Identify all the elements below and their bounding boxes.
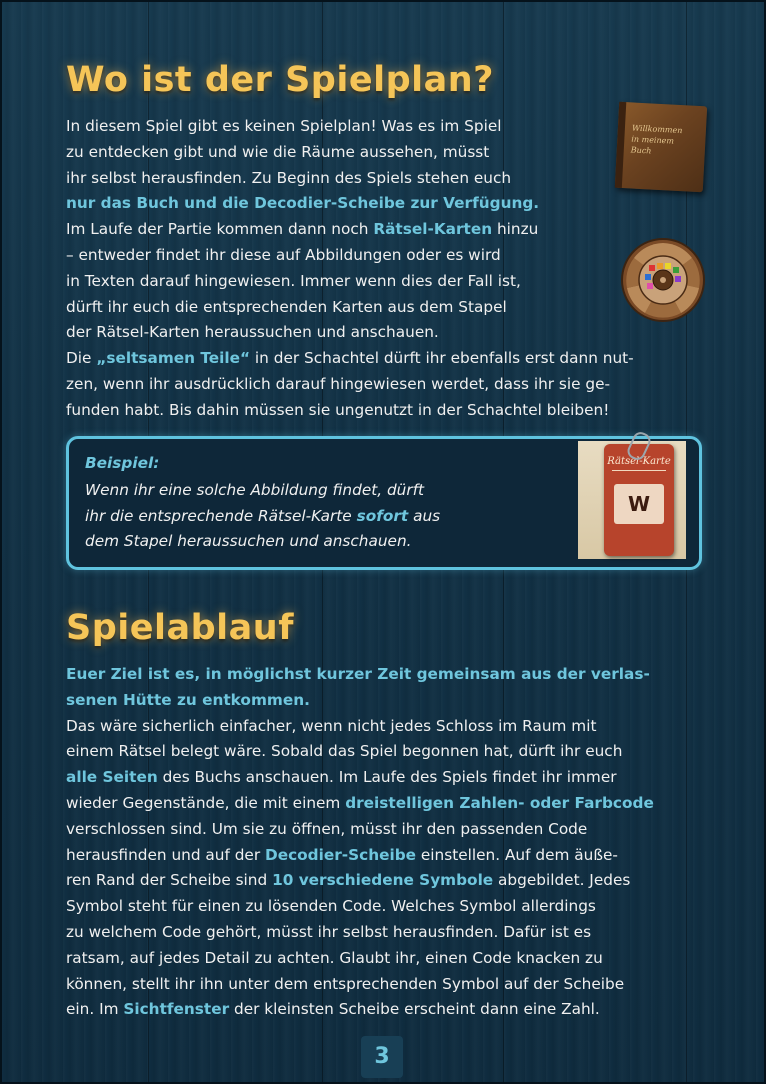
text-line	[66, 320, 634, 346]
text-line	[66, 243, 634, 269]
text-segment: Wenn ihr eine solche Abbildung findet, dürft	[85, 481, 425, 499]
highlighted-text: alle Seiten	[66, 768, 158, 787]
card-label: Rätsel-Karte	[607, 456, 671, 467]
example-text	[85, 478, 440, 555]
section-text-spielplan	[66, 114, 634, 424]
text-line	[85, 529, 440, 555]
text-segment: einem Rätsel belegt wäre. Sobald das Spiel begonnen hat, dürft ihr euch	[66, 742, 623, 761]
text-line	[66, 688, 654, 714]
card-letter: W	[614, 484, 664, 524]
text-segment: der Rätsel-Karten heraussuchen und anschauen.	[66, 323, 439, 342]
decoder-disc-image	[619, 238, 707, 322]
text-segment: ein. Im	[66, 1000, 124, 1019]
page-number: 3	[361, 1036, 403, 1078]
text-line	[66, 920, 654, 946]
text-line	[66, 791, 654, 817]
text-segment: aus	[408, 506, 441, 525]
highlighted-text: Euer Ziel ist es, in möglichst kurzer Zeit gemeinsam aus der verlas-	[66, 665, 650, 683]
text-segment: abgebildet. Jedes	[493, 871, 631, 890]
section-title-spielablauf: Spielablauf	[66, 608, 294, 648]
text-line	[66, 269, 634, 295]
text-line	[66, 372, 634, 398]
text-line	[66, 946, 654, 972]
text-line	[66, 972, 654, 998]
text-line	[66, 997, 654, 1023]
text-line	[66, 295, 634, 321]
section-text-spielablauf	[66, 662, 654, 1023]
text-line	[66, 114, 634, 140]
text-segment: Das wäre sicherlich einfacher, wenn nicht jedes Schloss im Raum mit	[66, 716, 597, 735]
text-segment: in Texten darauf hingewiesen. Immer wenn dies der Fall ist,	[66, 271, 521, 290]
example-heading: Beispiel:	[85, 454, 160, 472]
text-segment: der kleinsten Scheibe erscheint dann eine Zahl.	[229, 1000, 600, 1019]
highlighted-text: senen Hütte zu entkommen.	[66, 690, 310, 709]
text-line	[66, 714, 654, 740]
highlighted-text: Sichtfenster	[123, 1000, 230, 1019]
text-line	[66, 662, 654, 688]
text-segment: Die	[66, 349, 97, 368]
text-segment: einstellen. Auf dem äuße-	[416, 845, 618, 864]
book-cover-title: Willkommen in meinem Buch	[630, 123, 683, 156]
text-segment: In diesem Spiel gibt es keinen Spielplan! Was es im Spiel	[66, 117, 502, 135]
text-segment: Im Laufe der Partie kommen dann noch	[66, 220, 374, 239]
text-segment: – entweder findet ihr diese auf Abbildungen oder es wird	[66, 245, 501, 264]
text-segment: ihr die entsprechende Rätsel-Karte	[85, 506, 357, 525]
text-line	[66, 843, 654, 869]
text-segment: ren Rand der Scheibe sind	[66, 871, 273, 890]
text-line	[66, 739, 654, 765]
text-segment: verschlossen sind. Um sie zu öffnen, müsst ihr den passenden Code	[66, 819, 588, 838]
highlighted-text: nur das Buch und die Decodier-Scheibe zur Verfügung.	[66, 194, 540, 213]
text-line	[66, 765, 654, 791]
text-line	[66, 868, 654, 894]
text-line	[66, 894, 654, 920]
text-line	[66, 346, 634, 372]
highlighted-text: 10 verschiedene Symbole	[272, 871, 494, 890]
highlighted-text: dreistelligen Zahlen- oder Farbcode	[345, 793, 654, 812]
text-line	[66, 140, 634, 166]
book-image	[615, 102, 707, 192]
text-line	[66, 191, 634, 217]
card-divider	[612, 470, 666, 471]
text-segment: hinzu	[492, 220, 539, 239]
text-line	[66, 817, 654, 843]
text-segment: ratsam, auf jedes Detail zu achten. Glaubt ihr, einen Code knacken zu	[66, 948, 603, 967]
highlighted-text: sofort	[356, 506, 409, 525]
section-title-spielplan: Wo ist der Spielplan?	[66, 60, 494, 100]
text-segment: dem Stapel heraussuchen und anschauen.	[85, 532, 412, 550]
text-segment: Symbol steht für einen zu lösenden Code. Welches Symbol allerdings	[66, 897, 596, 916]
text-segment: in der Schachtel dürft ihr ebenfalls erst dann nut-	[250, 349, 634, 368]
text-line	[66, 217, 634, 243]
puzzle-card-image	[604, 444, 674, 556]
text-line	[66, 166, 634, 192]
highlighted-text: „seltsamen Teile“	[96, 349, 251, 368]
text-segment: des Buchs anschauen. Im Laufe des Spiels findet ihr immer	[157, 768, 617, 787]
text-segment: ihr selbst herausfinden. Zu Beginn des Spiels stehen euch	[66, 168, 512, 187]
text-segment: funden habt. Bis dahin müssen sie ungenutzt in der Schachtel bleiben!	[66, 400, 610, 419]
text-segment: dürft ihr euch die entsprechenden Karten aus dem Stapel	[66, 297, 507, 316]
text-line	[66, 398, 634, 424]
text-segment: wieder Gegenstände, die mit einem	[66, 793, 346, 812]
text-segment: zen, wenn ihr ausdrücklich darauf hingewiesen werdet, dass ihr sie ge-	[66, 374, 611, 393]
text-segment: können, stellt ihr ihn unter dem entsprechenden Symbol auf der Scheibe	[66, 974, 625, 993]
highlighted-text: Decodier-Scheibe	[265, 845, 417, 864]
text-segment: herausfinden und auf der	[66, 845, 265, 864]
text-line	[85, 504, 440, 530]
text-segment: zu entdecken gibt und wie die Räume aussehen, müsst	[66, 142, 490, 161]
text-line	[85, 478, 440, 504]
highlighted-text: Rätsel-Karten	[373, 220, 493, 239]
text-segment: zu welchem Code gehört, müsst ihr selbst herausfinden. Dafür ist es	[66, 922, 592, 941]
